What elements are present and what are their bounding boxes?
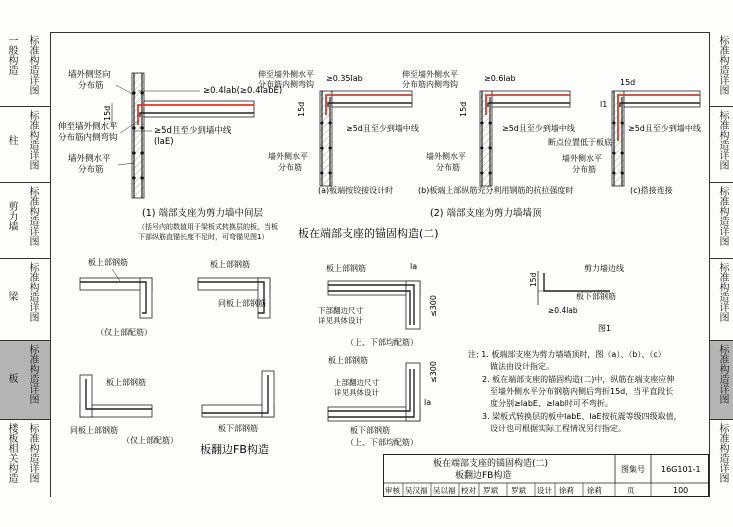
review-label: 审核 <box>385 486 400 495</box>
dim-label: ≤300 <box>429 295 438 317</box>
caption: (a)板端按铰接设计时 <box>318 186 394 195</box>
leader-label: 墙外侧水平 <box>68 154 111 164</box>
right-sidebar <box>709 32 733 497</box>
dim-label: 15d <box>459 101 468 117</box>
figure-1 <box>529 263 624 333</box>
caption-note: （括号内的数值用于梁板式转换层的板，当板 <box>138 223 278 231</box>
flange-detail-3 <box>318 262 438 347</box>
leader-label: 分布筋 <box>572 165 596 174</box>
leader-label: 下部翻边尺寸 <box>318 306 363 315</box>
note-line: 至墙外侧水平分布钢筋内侧后弯折15d，当平直段长 <box>490 387 674 396</box>
caption: (c)搭接连接 <box>630 186 673 195</box>
dim-label: ≥5d且至少到墙中线 <box>346 124 419 133</box>
sidebar-std-label: 标准构造详图 <box>27 344 38 404</box>
dim-label: (laE) <box>154 137 174 147</box>
leader-label: 板上部钢筋 <box>210 260 250 269</box>
dim-label: ≥5d且至少到墙中线 <box>628 124 701 133</box>
right-sidebar-label: 标准构造详图 <box>717 423 728 483</box>
section-title: 板翻边FB构造 <box>200 443 269 456</box>
detail-a-hinged <box>258 69 419 195</box>
dim-label: la <box>410 262 418 271</box>
caption: (b)板端上部纵筋充分利用钢筋的抗拉强度时 <box>418 186 574 195</box>
right-sidebar-section[interactable] <box>710 420 733 497</box>
leader-label: 分布筋 <box>278 163 302 172</box>
dim-label: ≤300 <box>429 361 438 383</box>
left-sidebar <box>0 32 51 497</box>
right-sidebar-section[interactable] <box>710 259 733 341</box>
title-block-frame <box>383 454 709 497</box>
note-line: 做法由设计指定。 <box>490 362 554 371</box>
design-label: 设计 <box>537 486 552 495</box>
leader-label: 同板上部钢筋 <box>70 426 118 435</box>
leader-label: 详见具体设计 <box>318 316 363 325</box>
check-label: 校对 <box>461 486 476 495</box>
flange-detail-6 <box>328 355 438 447</box>
leader-label: 分布筋内侧弯钩 <box>402 80 458 89</box>
right-sidebar-section[interactable] <box>710 341 733 420</box>
title-block <box>383 454 709 497</box>
leader-label: 板上部钢筋 <box>106 378 146 387</box>
sidebar-section-beam[interactable] <box>0 259 50 341</box>
leader-label: 板上部钢筋 <box>328 356 368 365</box>
sidebar-std-label: 标准构造详图 <box>27 110 38 170</box>
leader-label: 墙外侧竖向 <box>68 70 111 80</box>
leader-label: 伸至墙外侧水平 <box>402 70 458 79</box>
right-sidebar-section[interactable] <box>710 183 733 259</box>
caption: 图1 <box>598 324 612 333</box>
dim-label: ≥0.4lab <box>548 306 578 315</box>
detail-wall-middle-layer <box>58 69 282 242</box>
title-block-title: 板在端部支座的锚固构造(二) <box>433 459 549 469</box>
dim-label: ≥0.35lab <box>326 74 363 83</box>
reviewer-signature: 吴以福 <box>433 486 456 495</box>
designer-name: 徐莉 <box>559 486 574 495</box>
sidebar-section-floor-related[interactable] <box>0 420 50 497</box>
title-block-title: 板翻边FB构造 <box>455 471 512 481</box>
leader-label: 上部翻边尺寸 <box>334 378 379 387</box>
note-line: 2. 板在端部支座的锚固构造(二)中，纵筋在端支座应伸 <box>482 375 675 384</box>
checker-name: 罗斌 <box>483 486 498 495</box>
leader-label: 板下部钢筋 <box>576 292 616 301</box>
sidebar-std-label: 标准构造详图 <box>27 35 38 95</box>
drawing-area <box>50 32 709 498</box>
reviewer-name: 吴汉福 <box>405 486 428 495</box>
caption: (2) 端部支座为剪力墙墙顶 <box>430 208 542 219</box>
leader-label: 分布筋 <box>78 81 104 91</box>
detail-c-lap-splice <box>548 78 701 195</box>
dim-label: 15d <box>620 78 636 87</box>
right-sidebar-section[interactable] <box>710 107 733 183</box>
right-sidebar-label: 标准构造详图 <box>717 262 728 322</box>
sidebar-category: 柱 <box>6 135 17 145</box>
detail-b-full-strength <box>402 69 575 195</box>
leader-label: 墙外侧水平 <box>426 152 466 161</box>
leader-label: 墙外侧水平 <box>562 154 602 163</box>
note-line: 3. 梁板式转换层的板中labE、laE按抗震等级四级取值， <box>482 412 682 421</box>
flange-detail-5 <box>202 371 274 433</box>
sidebar-std-label: 标准构造详图 <box>27 423 38 483</box>
atlas-number: 16G101-1 <box>661 465 701 474</box>
sidebar-std-label: 标准构造详图 <box>27 262 38 322</box>
atlas-label: 图集号 <box>621 465 645 474</box>
dim-label: 15d <box>297 101 306 117</box>
dim-label: 15d <box>529 272 538 287</box>
dim-label: la <box>424 398 432 407</box>
sidebar-section-column[interactable] <box>0 107 50 183</box>
caption: （仅上部配筋） <box>96 328 152 337</box>
right-sidebar-label: 标准构造详图 <box>717 110 728 170</box>
sidebar-section-slab[interactable] <box>0 341 50 420</box>
leader-label: 伸至墙外侧水平 <box>58 122 118 132</box>
dim-label: ≥5d且至少到墙中线 <box>502 124 575 133</box>
sidebar-std-label: 标准构造详图 <box>27 186 38 246</box>
leader-label: 伸至墙外侧水平 <box>258 70 314 79</box>
designer-signature: 徐莉 <box>587 486 602 495</box>
notes <box>468 349 682 433</box>
flange-detail-2 <box>198 259 270 318</box>
note-line: 设计也可根据实际工程情况另行指定。 <box>490 424 626 433</box>
dim-label: ≥0.4lab(≥0.4labE) <box>203 86 283 96</box>
note-line: 注: 1. 板端部支座为剪力墙墙顶时，图（a）、（b）、（c） <box>468 350 666 359</box>
dim-label: ≥0.6lab <box>484 74 516 83</box>
sidebar-category: 楼板相关构造 <box>6 423 17 483</box>
sidebar-category: 梁 <box>6 291 17 301</box>
page-label: 页 <box>627 486 635 495</box>
caption: （上、下部均配筋） <box>346 338 418 347</box>
leader-label: 详见具体设计 <box>334 388 379 397</box>
sidebar-section-shearwall[interactable] <box>0 183 50 259</box>
caption: （上、下部均配筋） <box>346 438 418 447</box>
leader-label: 同板上部钢筋 <box>218 299 266 308</box>
flange-detail-4 <box>70 375 178 445</box>
drawing-canvas <box>50 33 709 498</box>
leader-label: 板下部钢筋 <box>218 424 258 433</box>
leader-label: 分布筋内侧弯钩 <box>258 80 314 89</box>
leader-label: 板上部钢筋 <box>88 258 128 267</box>
leader-label: 板上部钢筋 <box>326 264 366 273</box>
sidebar-category: 板 <box>6 373 17 383</box>
page-number: 100 <box>673 486 689 495</box>
caption: （仅上部配筋） <box>122 436 178 445</box>
sidebar-category: 剪力墙 <box>6 201 17 231</box>
section-title: 板在端部支座的锚固构造(二) <box>298 227 439 240</box>
leader-label: 墙外侧水平 <box>268 152 308 161</box>
flange-detail-1 <box>80 257 152 337</box>
dim-label: l1 <box>600 100 608 109</box>
caption: (1) 端部支座为剪力墙中间层 <box>142 208 263 219</box>
note-line: 度分别≥labE、≥lab时可不弯折。 <box>490 399 613 408</box>
leader-label: 分布筋 <box>436 163 460 172</box>
dim-label: 15d <box>103 105 112 121</box>
checker-signature: 罗斌 <box>511 486 526 495</box>
leader-label: 断点位置低于板底 <box>548 138 612 147</box>
leader-label: 分布筋内侧弯钩 <box>58 133 118 143</box>
caption-note: 下部纵筋直锚长度不足时，可弯锚见图1） <box>138 233 269 241</box>
right-sidebar-label: 标准构造详图 <box>717 344 728 404</box>
right-sidebar-label: 标准构造详图 <box>717 186 728 246</box>
right-sidebar-label: 标准构造详图 <box>717 35 728 95</box>
sidebar-section-general[interactable] <box>0 32 50 107</box>
leader-label: 板下部钢筋 <box>350 426 390 435</box>
leader-label: 分布筋 <box>78 165 104 175</box>
dim-label: ≥5d且至少到墙中线 <box>154 126 232 136</box>
right-sidebar-section[interactable] <box>710 32 733 107</box>
leader-label: 剪力墙边线 <box>584 264 624 273</box>
sidebar-category: 一般构造 <box>6 35 17 75</box>
